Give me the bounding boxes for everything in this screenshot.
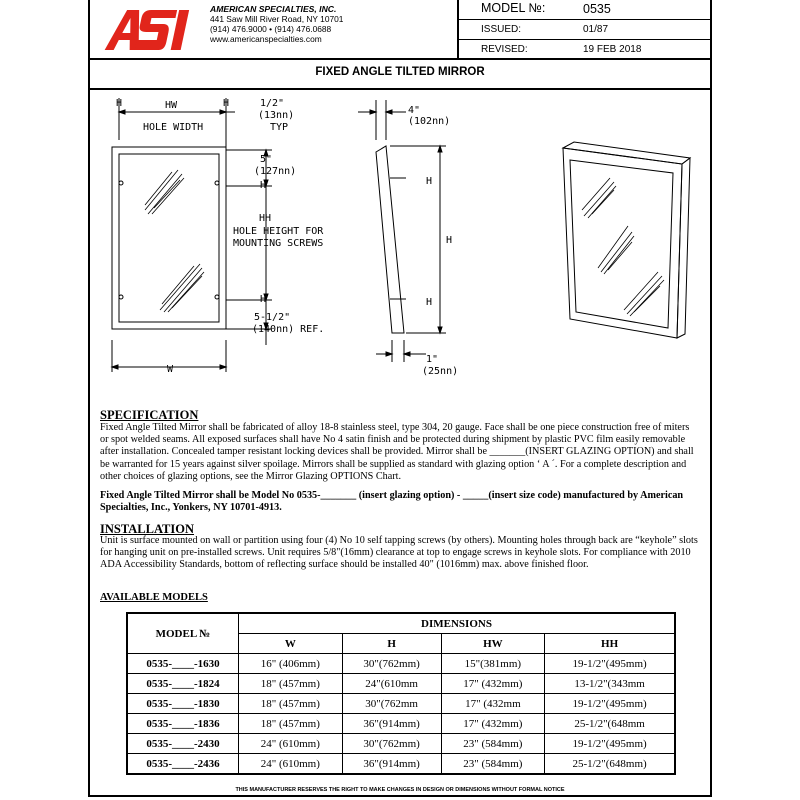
revised-label: REVISED: bbox=[481, 44, 528, 55]
installation-heading: INSTALLATION bbox=[100, 522, 195, 536]
dim-column-header: H bbox=[342, 634, 441, 654]
table-row bbox=[127, 754, 675, 775]
label-h-low: H bbox=[260, 294, 267, 305]
model-number-cell: 0535-____-1824 bbox=[127, 674, 239, 694]
model-value: 0535 bbox=[583, 2, 611, 16]
company-address: 441 Saw Mill River Road, NY 10701 bbox=[210, 14, 344, 24]
issued-label: ISSUED: bbox=[481, 24, 522, 35]
model-row bbox=[459, 0, 712, 20]
dim-column-header: HW bbox=[441, 634, 545, 654]
dimension-cell: 18" (457mm) bbox=[239, 714, 343, 734]
label-hole-height-2: MOUNTING SCREWS bbox=[233, 238, 324, 249]
technical-drawing bbox=[90, 90, 710, 410]
dimension-cell: 30"(762mm) bbox=[342, 734, 441, 754]
dimension-cell: 18" (457mm) bbox=[239, 694, 343, 714]
company-website: www.americanspecialties.com bbox=[210, 34, 322, 44]
footer-notice: THIS MANUFACTURER RESERVES THE RIGHT TO MAKE CHANGES IN DESIGN OR DIMENSIONS WITHOUT FORMAL NOTICE bbox=[235, 787, 565, 793]
label-w: W bbox=[167, 364, 174, 375]
model-label: MODEL №: bbox=[481, 1, 546, 15]
table-row bbox=[127, 674, 675, 694]
label-one-mm: (25nn) bbox=[422, 366, 459, 377]
model-number-cell: 0535-____-1830 bbox=[127, 694, 239, 714]
dimension-cell: 17" (432mm) bbox=[441, 714, 545, 734]
models-table bbox=[126, 612, 676, 775]
dimension-cell: 19-1/2"(495mm) bbox=[545, 734, 675, 754]
models-heading: AVAILABLE MODELS bbox=[100, 592, 208, 603]
perspective-outer bbox=[563, 148, 682, 338]
label-hole-width: HOLE WIDTH bbox=[143, 122, 204, 133]
label-five-half: 5-1/2" bbox=[254, 312, 291, 323]
label-five-in: 5" bbox=[260, 154, 273, 165]
sheet-frame bbox=[88, 0, 712, 797]
dimension-cell: 30"(762mm) bbox=[342, 654, 441, 674]
model-column-header: MODEL № bbox=[127, 613, 239, 654]
model-number-cell: 0535-____-1630 bbox=[127, 654, 239, 674]
page-title: FIXED ANGLE TILTED MIRROR bbox=[315, 66, 485, 78]
label-hh: HH bbox=[259, 213, 272, 224]
label-typ: TYP bbox=[270, 122, 289, 133]
label-half-inch: 1/2" bbox=[260, 98, 285, 109]
side-view bbox=[376, 146, 404, 333]
model-number-cell: 0535-____-2430 bbox=[127, 734, 239, 754]
front-view-outer bbox=[112, 147, 226, 329]
dim-column-header: HH bbox=[545, 634, 675, 654]
label-side-h-big: H bbox=[446, 235, 453, 246]
label-hw: HW bbox=[165, 100, 178, 111]
asi-logo bbox=[104, 6, 190, 52]
dimension-cell: 23" (584mm) bbox=[441, 734, 545, 754]
model-statement: Fixed Angle Tilted Mirror shall be Model No 0535-_______ (insert glazing option) - _____(insert size code) manufactured by American Specialties, Inc., Yonkers, NY 10701-4913. bbox=[100, 490, 684, 514]
dimension-cell: 36"(914mm) bbox=[342, 714, 441, 734]
label-four-in: 4" bbox=[408, 105, 421, 116]
dimension-cell: 24"(610mm bbox=[342, 674, 441, 694]
table-row bbox=[127, 714, 675, 734]
dimension-cell: 24" (610mm) bbox=[239, 754, 343, 775]
model-number-cell: 0535-____-2436 bbox=[127, 754, 239, 775]
dimension-cell: 15"(381mm) bbox=[441, 654, 545, 674]
label-half-mm: (13nn) bbox=[258, 110, 295, 121]
dimension-cell: 17" (432mm) bbox=[441, 674, 545, 694]
header-divider bbox=[90, 58, 710, 60]
label-h-top-right: H bbox=[223, 98, 230, 109]
info-box bbox=[457, 0, 712, 58]
installation-body: Unit is surface mounted on wall or partition using four (4) No 10 self tapping screws (by others). Mounting holes through back are “keyhole” slots for hanging unit on pre-installed screws. Unit requires 5/8"(16mm) clearance at top to engage screws in keyhole slots. For compliance with 2010 ADA Accessibility Standards, bottom of reflecting surface should be installed 40" (1016mm) max. above finished floor. bbox=[100, 535, 698, 571]
dimension-cell: 16" (406mm) bbox=[239, 654, 343, 674]
label-side-h1: H bbox=[426, 176, 433, 187]
dimension-cell: 18" (457mm) bbox=[239, 674, 343, 694]
dimension-cell: 25-1/2"(648mm) bbox=[545, 754, 675, 775]
dimension-cell: 30"(762mm bbox=[342, 694, 441, 714]
revised-value: 19 FEB 2018 bbox=[583, 44, 642, 55]
specification-heading: SPECIFICATION bbox=[100, 408, 199, 422]
label-hole-height-1: HOLE HEIGHT FOR bbox=[233, 226, 324, 237]
company-name: AMERICAN SPECIALTIES, INC. bbox=[210, 4, 337, 14]
dimension-cell: 19-1/2"(495mm) bbox=[545, 654, 675, 674]
issued-row bbox=[459, 20, 712, 40]
dimension-cell: 17" (432mm bbox=[441, 694, 545, 714]
label-h-mid: H bbox=[260, 180, 267, 191]
company-phone: (914) 476.9000 • (914) 476.0688 bbox=[210, 24, 332, 34]
front-view-inner bbox=[119, 154, 219, 322]
label-four-mm: (102nn) bbox=[408, 116, 451, 127]
table-row bbox=[127, 654, 675, 674]
table-row bbox=[127, 734, 675, 754]
label-side-h2: H bbox=[426, 297, 433, 308]
issued-value: 01/87 bbox=[583, 24, 609, 35]
specification-body: Fixed Angle Tilted Mirror shall be fabricated of alloy 18-8 stainless steel, type 304, 20 gauge. Face shall be one piece construction free of miters or spot welded seams. All exposed surfaces shall have No 4 satin finish and be protected during shipment by plastic PVC film easily removable after installation. Concealed tamper resistant locking devices shall be provided. Mirror shall be _______(INSERT GLAZING OPTION) and shall be warranted for 15 years against silver spoilage. Mirrors shall be supplied as standard with glazing option ‘ A ´. For a complete description and other choices of glazing options, see the Mirror Glazing OPTIONS Chart. bbox=[100, 422, 694, 482]
table-row bbox=[127, 694, 675, 714]
dimension-cell: 25-1/2"(648mm bbox=[545, 714, 675, 734]
dimension-cell: 36"(914mm) bbox=[342, 754, 441, 775]
dimension-cell: 24" (610mm) bbox=[239, 734, 343, 754]
label-five-half-mm: (140nn) REF. bbox=[252, 324, 325, 335]
dim-column-header: W bbox=[239, 634, 343, 654]
label-h-top-left: H bbox=[116, 98, 123, 109]
dimension-cell: 23" (584mm) bbox=[441, 754, 545, 775]
dimensions-header: DIMENSIONS bbox=[239, 613, 676, 634]
model-number-cell: 0535-____-1836 bbox=[127, 714, 239, 734]
dimension-cell: 13-1/2"(343mm bbox=[545, 674, 675, 694]
dimension-cell: 19-1/2"(495mm) bbox=[545, 694, 675, 714]
company-block bbox=[210, 4, 343, 44]
label-one-in: 1" bbox=[426, 354, 439, 365]
label-five-mm: (127nn) bbox=[254, 166, 297, 177]
revised-row bbox=[459, 40, 712, 59]
perspective-inner bbox=[570, 160, 673, 328]
